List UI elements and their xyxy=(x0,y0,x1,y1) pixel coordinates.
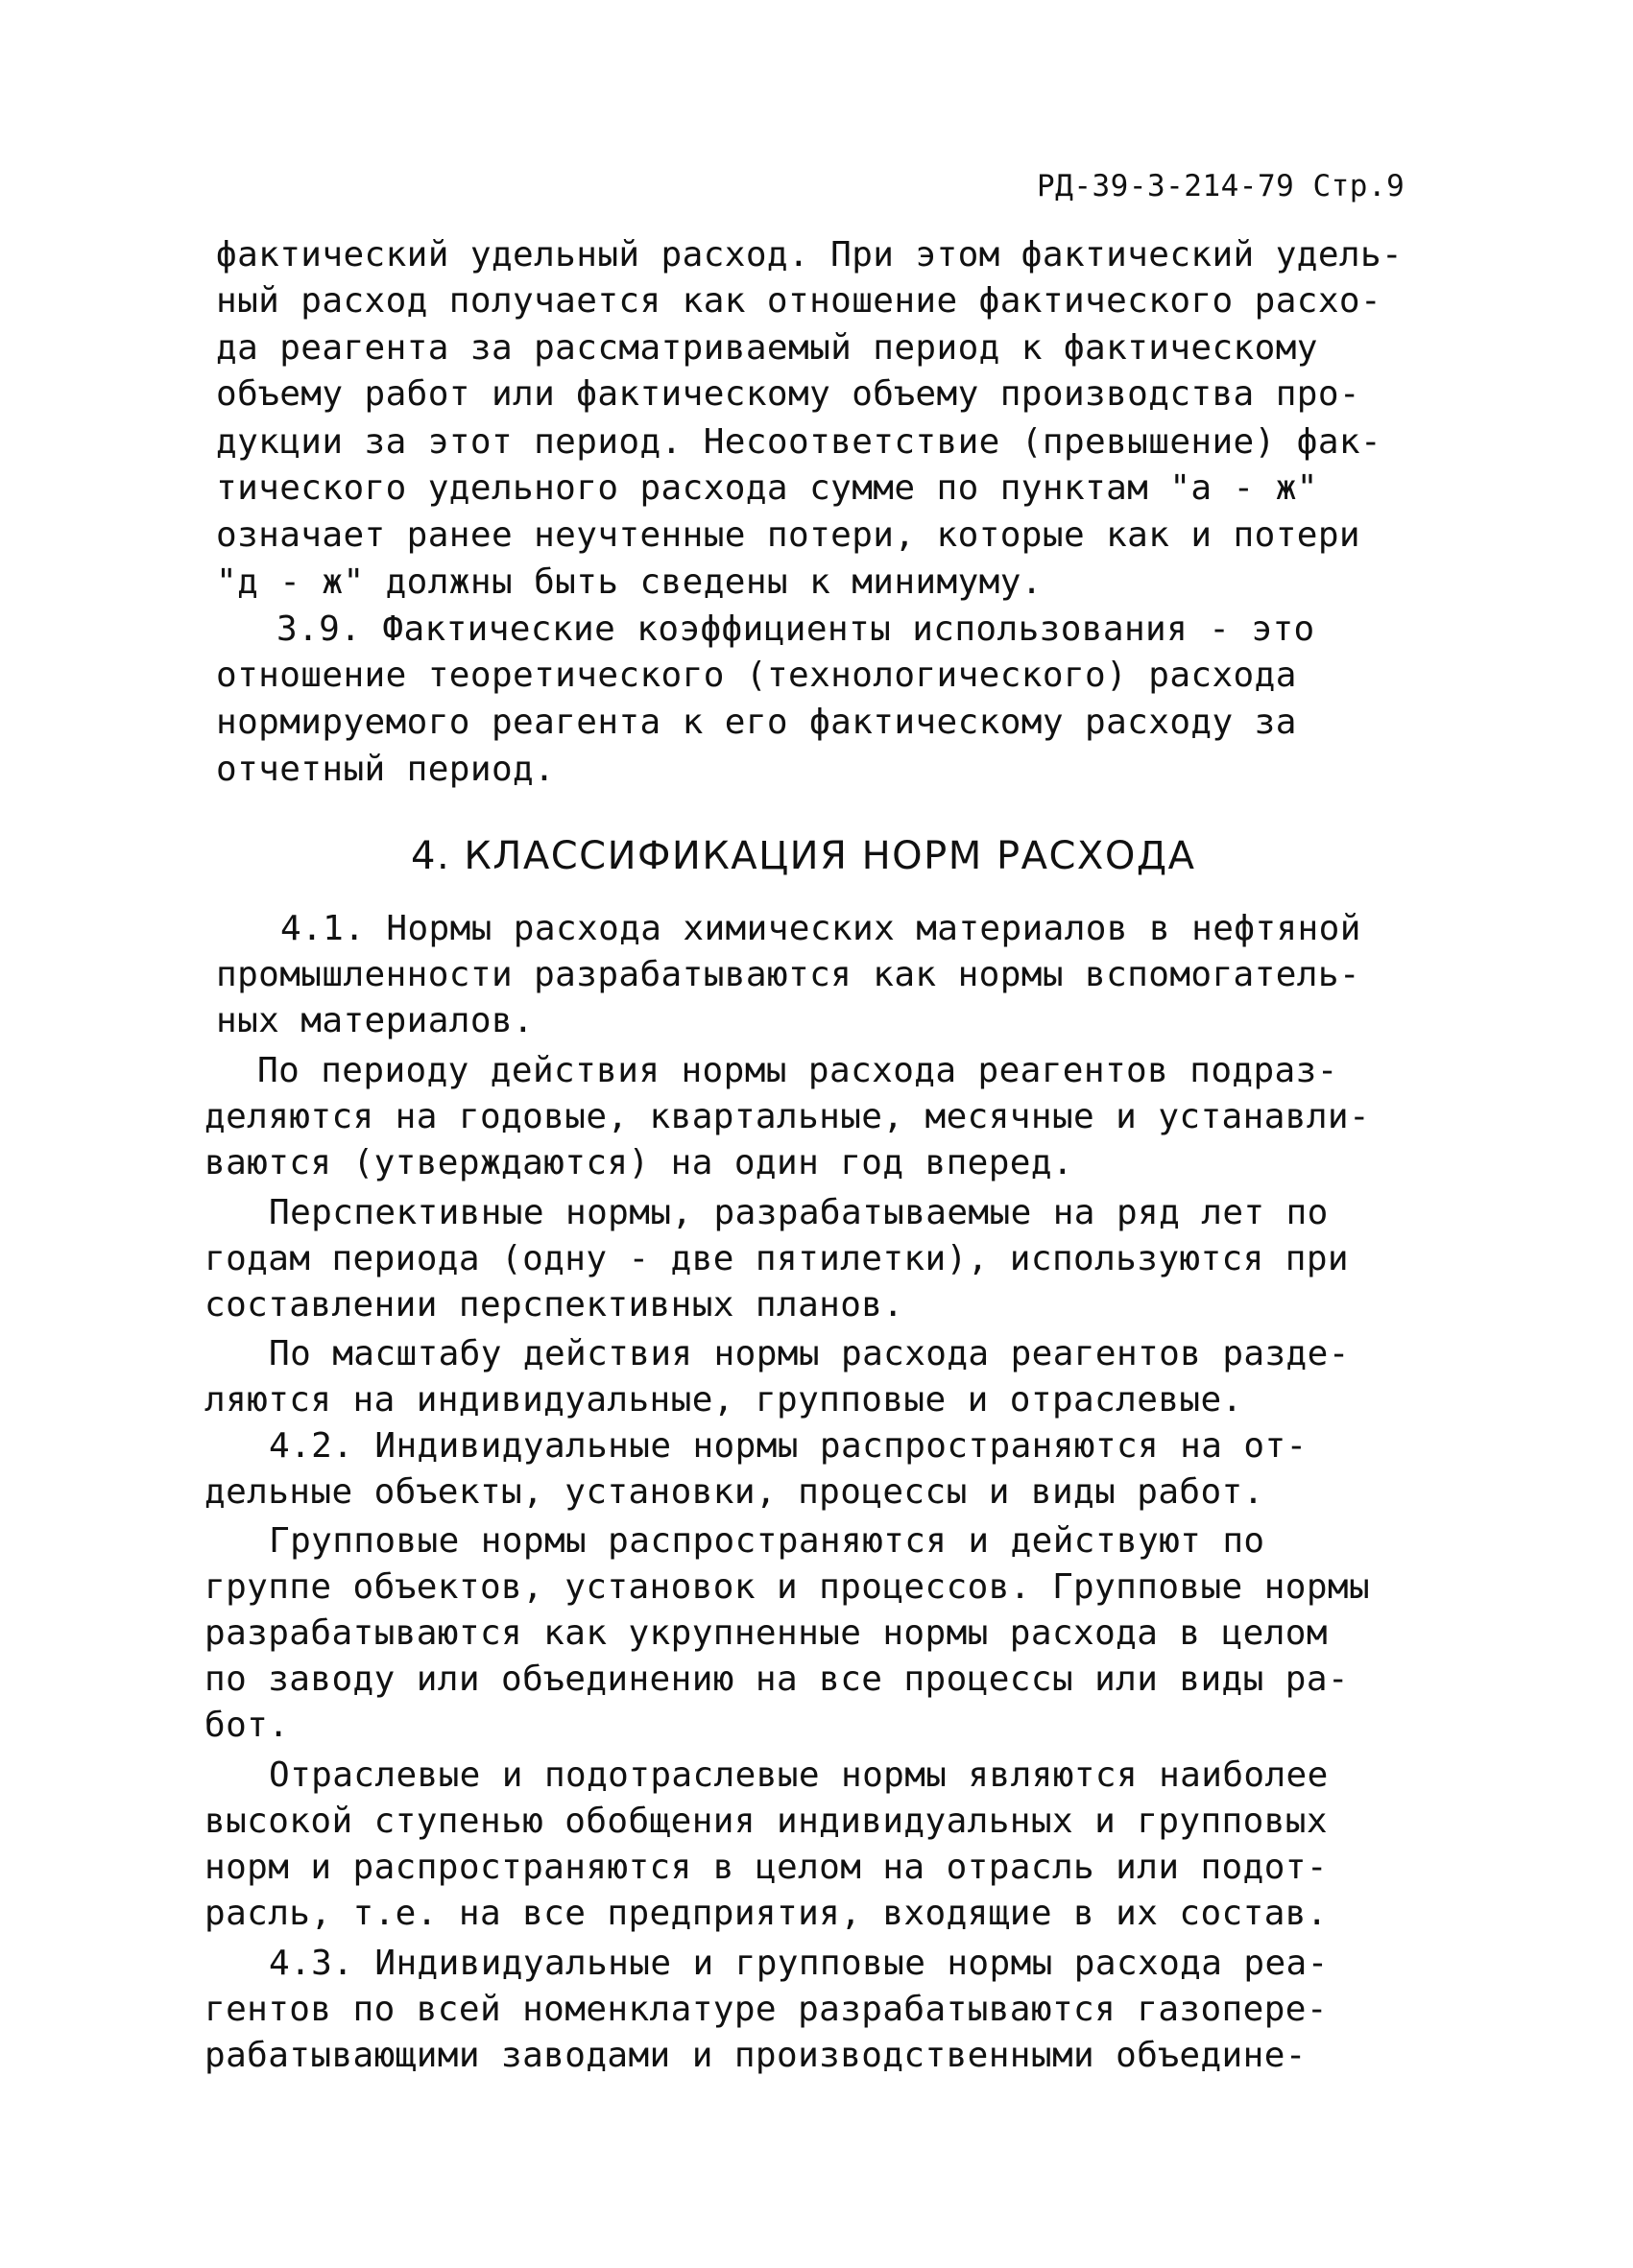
section-heading: 4. КЛАССИФИКАЦИЯ НОРМ РАСХОДА xyxy=(411,834,1196,878)
text-line: Перспективные нормы, разрабатываемые на ряд лет по xyxy=(269,1193,1329,1232)
text-line: да реагента за рассматриваемый период к фактическому xyxy=(216,328,1318,368)
text-line: По масштабу действия нормы расхода реагентов разде- xyxy=(269,1334,1350,1373)
text-line: 4.1. Нормы расхода химических материалов в нефтяной xyxy=(280,909,1361,948)
text-line: ваются (утверждаются) на один год вперед. xyxy=(204,1143,1074,1182)
text-line: "д - ж" должны быть сведены к минимуму. xyxy=(216,562,1043,602)
text-line: разрабатываются как укрупненные нормы расхода в целом xyxy=(204,1613,1328,1653)
text-line: объему работ или фактическому объему производства про- xyxy=(216,374,1360,414)
text-line: расль, т.е. на все предприятия, входящие в их состав. xyxy=(204,1894,1328,1933)
page-number: Стр.9 xyxy=(1312,169,1405,203)
text-line: годам периода (одну - две пятилетки), используются при xyxy=(204,1239,1349,1278)
text-line: ляются на индивидуальные, групповые и отраслевые. xyxy=(204,1380,1243,1420)
text-line: промышленности разрабатываются как нормы вспомогатель- xyxy=(216,955,1360,994)
text-line: высокой ступенью обобщения индивидуальных и групповых xyxy=(204,1802,1328,1841)
text-line: тического удельного расхода сумме по пунктам "а - ж" xyxy=(216,468,1318,508)
text-line: Отраслевые и подотраслевые нормы являются наиболее xyxy=(269,1755,1329,1795)
text-line: группе объектов, установок и процессов. Групповые нормы xyxy=(204,1567,1371,1607)
text-line: отчетный период. xyxy=(216,750,556,789)
text-line: 4.3. Индивидуальные и групповые нормы расхода реа- xyxy=(269,1944,1329,1983)
text-line: фактический удельный расход. При этом фактический удель- xyxy=(216,235,1404,275)
text-line: по заводу или объединению на все процессы или виды ра- xyxy=(204,1659,1349,1699)
text-line: отношение теоретического (технологического) расхода xyxy=(216,656,1297,695)
document-code: РД-39-3-214-79 xyxy=(1037,169,1295,203)
text-line: По периоду действия нормы расхода реагентов подраз- xyxy=(257,1051,1338,1090)
text-line: 3.9. Фактические коэффициенты использования - это xyxy=(276,609,1315,649)
page-header xyxy=(1037,169,1405,203)
text-line: составлении перспективных планов. xyxy=(204,1285,904,1325)
text-line: рабатывающими заводами и производственными объедине- xyxy=(204,2036,1307,2075)
text-line: 4.2. Индивидуальные нормы распространяются на от- xyxy=(269,1426,1308,1466)
text-line: нормируемого реагента к его фактическому расходу за xyxy=(216,703,1297,742)
text-line: ных материалов. xyxy=(216,1001,535,1040)
text-line: означает ранее неучтенные потери, которые как и потери xyxy=(216,515,1360,555)
text-line: гентов по всей номенклатуре разрабатываются газопере- xyxy=(204,1990,1328,2029)
text-line: дукции за этот период. Несоответствие (превышение) фак- xyxy=(216,422,1382,462)
text-line: норм и распространяются в целом на отрасль или подот- xyxy=(204,1848,1328,1887)
text-line: деляются на годовые, квартальные, месячные и устанавли- xyxy=(204,1097,1371,1136)
text-line: бот. xyxy=(204,1706,290,1745)
text-line: Групповые нормы распространяются и действуют по xyxy=(269,1521,1265,1561)
text-line: ный расход получается как отношение фактического расхо- xyxy=(216,281,1382,321)
text-line: дельные объекты, установки, процессы и виды работ. xyxy=(204,1472,1264,1512)
